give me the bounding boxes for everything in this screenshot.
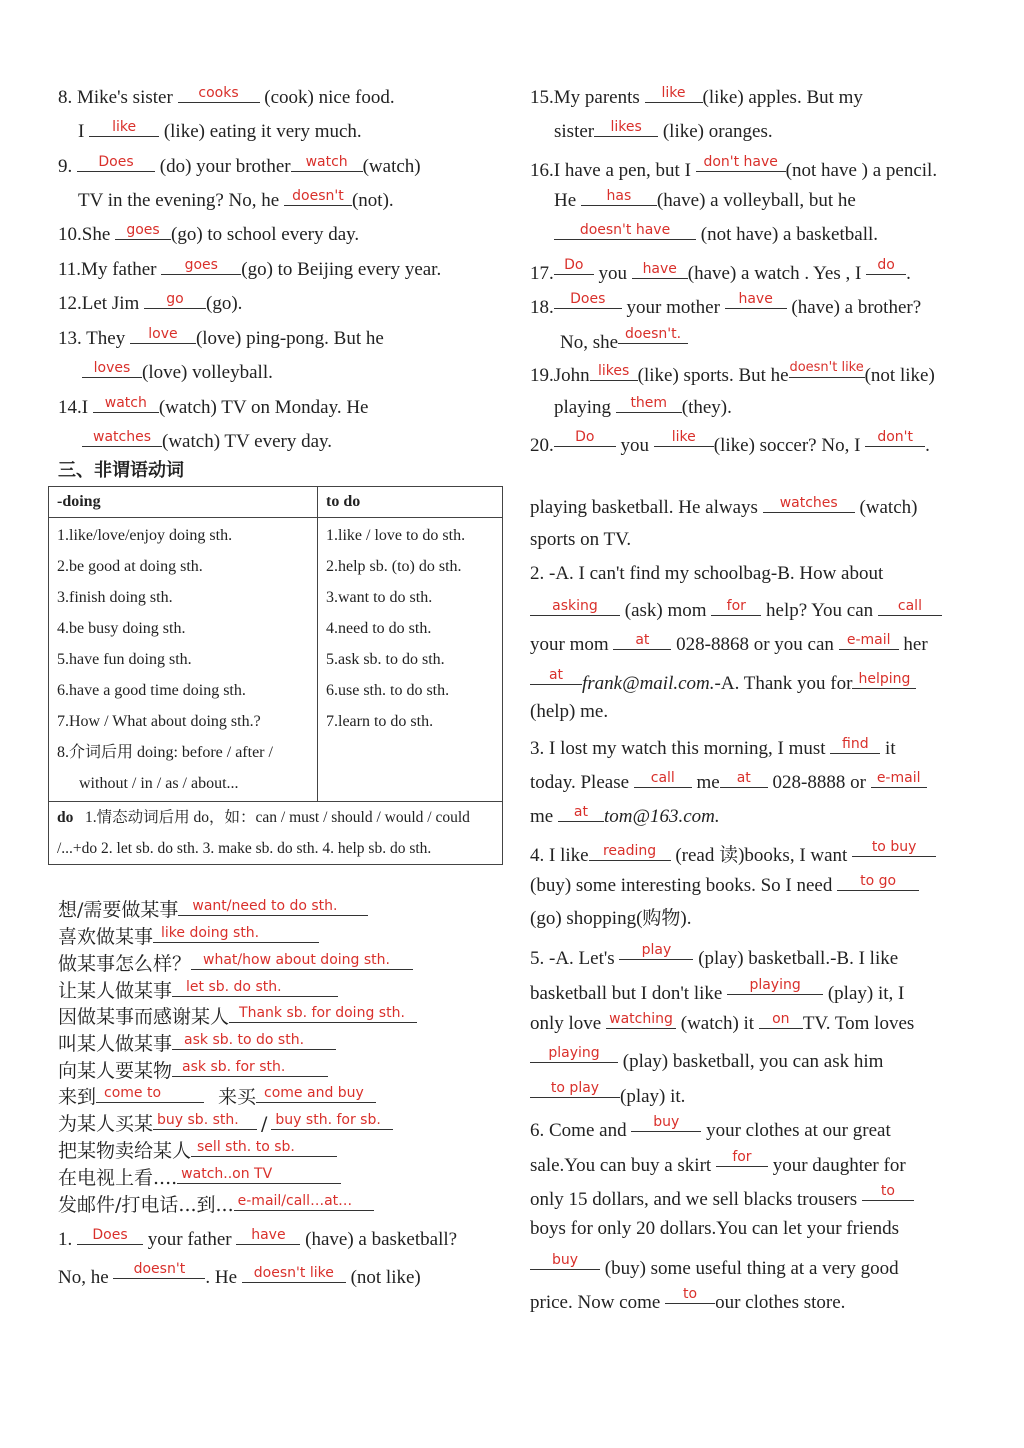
answer-blank[interactable]: do	[866, 256, 906, 275]
answer-blank[interactable]: likes	[594, 118, 658, 137]
answer-blank[interactable]: e-mail/call…at…	[234, 1192, 374, 1211]
exercise-line: (go) shopping(购物).	[530, 908, 692, 929]
answer-blank[interactable]: Does	[554, 290, 622, 309]
phrase-line: 发邮件/打电话...到... e-mail/call…at…	[58, 1192, 374, 1217]
exercise-line: 9. Does (do) your brother watch (watch)	[58, 154, 421, 177]
answer-blank[interactable]: doesn't have	[554, 221, 696, 240]
answer-blank[interactable]: want/need to do sth.	[178, 897, 368, 916]
phrase-line: 想/需要做某事 want/need to do sth.	[58, 897, 368, 922]
answer-blank[interactable]: at	[558, 803, 604, 822]
answer-blank[interactable]: don't	[865, 428, 925, 447]
answer-blank[interactable]: watching	[606, 1010, 676, 1029]
exercise-line: sports on TV.	[530, 529, 632, 550]
exercise-line: I like (like) eating it very much.	[78, 119, 362, 142]
exercise-line: your mom at 028-8868 or you can e-mail her	[530, 632, 928, 655]
answer-blank[interactable]: buy sb. sth.	[153, 1111, 257, 1130]
answer-blank[interactable]: find	[830, 735, 880, 754]
answer-blank[interactable]: loves	[82, 359, 142, 378]
answer-blank[interactable]: has	[581, 187, 657, 206]
answer-blank[interactable]: call	[634, 769, 692, 788]
exercise-line: 4. I like reading (read 读)books, I want to buy	[530, 838, 936, 868]
answer-blank[interactable]: at	[720, 769, 768, 788]
exercise-line: 5. -A. Let's play (play) basketball.-B. I like	[530, 942, 899, 969]
answer-blank[interactable]: like	[654, 428, 714, 447]
answer-blank[interactable]: sell sth. to sb.	[191, 1138, 337, 1157]
answer-blank[interactable]: playing	[727, 976, 823, 995]
answer-blank[interactable]: e-mail	[839, 631, 899, 650]
answer-blank[interactable]: Thank sb. for doing sth.	[229, 1004, 417, 1023]
section-title: 三、非谓语动词	[58, 460, 184, 481]
exercise-line: No, she doesn't.	[560, 325, 688, 355]
exercise-line: playing them (they).	[554, 395, 732, 418]
table-row: 7.How / What about doing sth.?	[57, 713, 261, 730]
answer-blank[interactable]: for	[711, 597, 761, 616]
answer-blank[interactable]: doesn't	[113, 1260, 205, 1279]
answer-blank[interactable]: watch	[291, 153, 363, 172]
answer-blank[interactable]: helping	[852, 670, 916, 689]
answer-blank[interactable]: doesn't like	[242, 1264, 346, 1283]
answer-blank[interactable]: at	[613, 631, 671, 650]
exercise-line: 11.My father goes (go) to Beijing every year.	[58, 257, 442, 280]
answer-blank[interactable]: Do	[554, 256, 594, 275]
answer-blank[interactable]: them	[616, 394, 682, 413]
answer-blank[interactable]: what/how about doing sth.	[191, 951, 413, 970]
table-row: 4.be busy doing sth.	[57, 620, 186, 637]
answer-blank[interactable]: to go	[837, 872, 919, 891]
exercise-line: watches (watch) TV every day.	[82, 428, 332, 454]
answer-blank[interactable]: on	[759, 1010, 803, 1029]
answer-blank[interactable]: e-mail	[871, 769, 927, 788]
exercise-line: 17. Do you have (have) a watch . Yes , I do .	[530, 257, 911, 284]
table-row: without / in / as / about...	[79, 775, 239, 792]
exercise-line: 18. Does your mother have (have) a brother?	[530, 291, 922, 318]
answer-blank[interactable]: playing	[530, 1044, 618, 1063]
exercise-line: playing (play) basketball, you can ask him	[530, 1044, 883, 1074]
answer-blank[interactable]: don't have	[696, 153, 786, 172]
exercise-line: sale.You can buy a skirt for your daughter for	[530, 1149, 906, 1176]
table-row: 3.finish doing sth.	[57, 589, 173, 606]
exercise-line: basketball but I don't like playing (play) it, I	[530, 977, 905, 1004]
exercise-line: 14.I watch (watch) TV on Monday. He	[58, 395, 369, 418]
exercise-line: loves (love) volleyball.	[82, 359, 273, 385]
answer-blank[interactable]: buy	[631, 1113, 701, 1132]
table-row: 3.want to do sth.	[326, 589, 433, 606]
answer-blank[interactable]: play	[619, 941, 693, 960]
exercise-line: (help) me.	[530, 701, 609, 722]
exercise-line: playing basketball. He always watches (watch)	[530, 495, 918, 518]
answer-blank[interactable]: like	[645, 84, 703, 103]
answer-blank[interactable]: buy	[530, 1251, 600, 1270]
table-header-todo: to do	[318, 487, 503, 518]
table-row: 1.like / love to do sth.	[326, 527, 466, 544]
answer-blank[interactable]: likes	[590, 362, 638, 381]
answer-blank[interactable]: love	[130, 325, 196, 344]
exercise-line: 10.She goes (go) to school every day.	[58, 222, 360, 245]
exercise-line: (buy) some interesting books. So I need to go	[530, 872, 919, 898]
exercise-line: 2. -A. I can't find my schoolbag-B. How about	[530, 563, 884, 584]
do-label: do	[57, 809, 74, 826]
answer-blank[interactable]: watch	[93, 394, 159, 413]
answer-blank[interactable]: to buy	[852, 838, 936, 857]
exercise-line: 13. They love (love) ping-pong. But he	[58, 326, 384, 349]
exercise-line: only 15 dollars, and we sell blacks trousers to	[530, 1182, 914, 1212]
answer-blank[interactable]: goes	[161, 256, 241, 275]
table-row: 1.like/love/enjoy doing sth.	[57, 527, 233, 544]
exercise-line: 20. Do you like (like) soccer? No, I don't .	[530, 429, 930, 456]
exercise-line: 19.John likes (like) sports. But hedoesn't like(not like)	[530, 360, 935, 386]
exercise-line: sister likes (like) oranges.	[554, 119, 773, 142]
answer-blank[interactable]: call	[878, 597, 942, 616]
answer-blank[interactable]: doesn't like	[789, 359, 865, 378]
exercise-line: price. Now come to our clothes store.	[530, 1286, 846, 1313]
phrase-line: 因做某事而感谢某人 Thank sb. for doing sth.	[58, 1004, 417, 1029]
phrase-line: 让某人做某事 let sb. do sth.	[58, 978, 338, 1003]
table-row: 5.ask sb. to do sth.	[326, 651, 445, 668]
answer-blank[interactable]: to	[665, 1285, 715, 1304]
exercise-line: me at tom@163.com.	[530, 804, 720, 827]
table-header-doing: -doing	[49, 487, 318, 518]
exercise-line: 16.I have a pen, but I don't have (not have ) a pencil.	[530, 154, 938, 181]
exercise-line: at frank@mail.com.-A. Thank you for helping	[530, 666, 916, 696]
answer-blank[interactable]: go	[144, 290, 206, 309]
exercise-line: 3. I lost my watch this morning, I must find it	[530, 736, 896, 759]
exercise-line: today. Please call me at 028-8888 or e-mail	[530, 769, 927, 795]
table-row: 2.be good at doing sth.	[57, 558, 203, 575]
answer-blank[interactable]: ask sb. to do sth.	[172, 1031, 336, 1050]
phrase-line: 向某人要某物 ask sb. for sth.	[58, 1058, 328, 1083]
todo-cell	[318, 518, 503, 802]
answer-blank[interactable]: buy sth. for sb.	[271, 1111, 393, 1130]
phrase-line: 叫某人做某事 ask sb. to do sth.	[58, 1031, 336, 1056]
answer-blank[interactable]: have	[632, 260, 688, 279]
answer-blank[interactable]: watch..on TV	[177, 1165, 341, 1184]
answer-blank[interactable]: at	[530, 666, 582, 685]
exercise-line: only love watching (watch) it on TV. Tom loves	[530, 1011, 915, 1034]
do-note-cell	[49, 802, 503, 865]
table-row: 4.need to do sth.	[326, 620, 432, 637]
exercise-line: boys for only 20 dollars.You can let your friends	[530, 1218, 900, 1239]
exercise-line: 1. Does your father have (have) a basketball?	[58, 1227, 458, 1250]
answer-blank[interactable]: doesn't.	[618, 325, 688, 344]
answer-blank[interactable]: like	[89, 118, 159, 137]
table-row: 7.learn to do sth.	[326, 713, 434, 730]
answer-blank[interactable]: ask sb. for sth.	[172, 1058, 328, 1077]
exercise-line: 15.My parents like (like) apples. But my	[530, 85, 863, 108]
exercise-line: TV in the evening? No, he doesn't (not).	[78, 188, 394, 211]
exercise-line: to play (play) it.	[530, 1079, 685, 1109]
exercise-line: asking (ask) mom for help? You can call	[530, 597, 942, 623]
answer-blank[interactable]: to play	[530, 1079, 620, 1098]
answer-blank[interactable]: doesn't	[284, 187, 352, 206]
answer-blank[interactable]: asking	[530, 597, 620, 616]
answer-blank[interactable]: come and buy	[256, 1084, 376, 1103]
table-row: 5.have fun doing sth.	[57, 651, 192, 668]
answer-blank[interactable]: Do	[554, 428, 616, 447]
answer-blank[interactable]: Does	[77, 153, 155, 172]
table-row: 6.have a good time doing sth.	[57, 682, 246, 699]
answer-blank[interactable]: come to	[96, 1084, 204, 1103]
answer-blank[interactable]: reading	[589, 842, 671, 861]
answer-blank[interactable]: goes	[115, 221, 171, 240]
exercise-line: 6. Come and buy your clothes at our great	[530, 1114, 891, 1141]
phrase-line: 在电视上看.... watch..on TV	[58, 1165, 341, 1190]
answer-blank[interactable]: watches	[82, 428, 162, 447]
table-row: 8.介词后用 doing: before / after /	[57, 744, 273, 761]
phrase-line: 喜欢做某事 like doing sth.	[58, 924, 319, 949]
exercise-line: 12.Let Jim go (go).	[58, 291, 243, 314]
exercise-line: 8. Mike's sister cooks (cook) nice food.	[58, 85, 395, 108]
do-note: 1.情态动词后用 do，如：can / must / should / would / could /...+do 2. let sb. do sth. 3. make sb. do sth. 4. help sb. do sth.	[57, 809, 470, 857]
table-row: 6.use sth. to do sth.	[326, 682, 450, 699]
answer-blank[interactable]: watches	[763, 494, 855, 513]
exercise-line: No, he doesn't . He doesn't like (not like)	[58, 1261, 421, 1288]
answer-blank[interactable]: for	[716, 1148, 768, 1167]
phrase-line: 把某物卖给某人 sell sth. to sb.	[58, 1138, 337, 1163]
answer-blank[interactable]: have	[236, 1226, 300, 1245]
answer-blank[interactable]: cooks	[178, 84, 260, 103]
answer-blank[interactable]: like doing sth.	[153, 924, 319, 943]
verb-form-table	[48, 486, 503, 865]
exercise-line: doesn't have (not have) a basketball.	[554, 221, 878, 247]
answer-blank[interactable]: Does	[77, 1226, 143, 1245]
table-row: 2.help sb. (to) do sth.	[326, 558, 462, 575]
phrase-line: 做某事怎么样？ what/how about doing sth.	[58, 951, 413, 976]
phrase-line: 来到 come to 来买 come and buy	[58, 1084, 376, 1109]
answer-blank[interactable]: to	[862, 1182, 914, 1201]
phrase-line: 为某人买某 buy sb. sth. / buy sth. for sb.	[58, 1111, 393, 1136]
answer-blank[interactable]: let sb. do sth.	[172, 978, 338, 997]
exercise-line: buy (buy) some useful thing at a very good	[530, 1251, 899, 1281]
doing-cell	[49, 518, 318, 802]
exercise-line: He has (have) a volleyball, but he	[554, 188, 856, 211]
answer-blank[interactable]: have	[725, 290, 787, 309]
